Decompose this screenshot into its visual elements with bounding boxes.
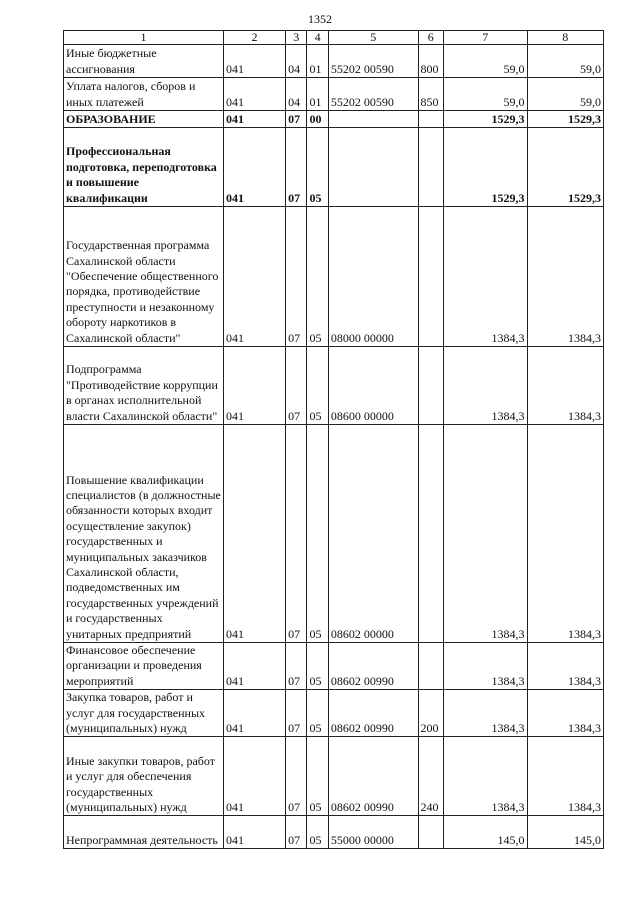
- row-section-cell: 04: [286, 45, 307, 78]
- row-admin-code-cell: 041: [223, 347, 285, 425]
- row-amount-1-cell: 59,0: [444, 78, 528, 111]
- table-row: [64, 690, 604, 737]
- row-section-cell: 07: [286, 347, 307, 425]
- column-header-2: 2: [223, 31, 285, 45]
- row-expense-type-cell: [418, 207, 443, 347]
- row-amount-1-cell: 1529,3: [444, 128, 528, 207]
- column-header-4: 4: [307, 31, 328, 45]
- row-section-cell: 04: [286, 78, 307, 111]
- row-expense-type-cell: 240: [418, 737, 443, 816]
- row-amount-2-cell: 59,0: [527, 45, 603, 78]
- table-row: [64, 737, 604, 816]
- column-header-row: [64, 31, 604, 45]
- row-admin-code-cell: 041: [223, 816, 285, 849]
- row-amount-2-cell: 1384,3: [527, 690, 603, 737]
- row-target-article-cell: [328, 128, 418, 207]
- row-amount-2-cell: 1384,3: [527, 347, 603, 425]
- row-amount-1-cell: 1384,3: [444, 347, 528, 425]
- budget-table-body: [64, 31, 604, 849]
- row-amount-2-cell: 145,0: [527, 816, 603, 849]
- column-header-8: 8: [527, 31, 603, 45]
- row-name-cell: Уплата налогов, сборов и иных платежей: [64, 78, 224, 111]
- row-section-cell: 07: [286, 111, 307, 128]
- row-target-article-cell: 55000 00000: [328, 816, 418, 849]
- row-section-cell: 07: [286, 690, 307, 737]
- table-row: [64, 347, 604, 425]
- column-header-5: 5: [328, 31, 418, 45]
- row-section-cell: 07: [286, 425, 307, 643]
- row-amount-1-cell: 1529,3: [444, 111, 528, 128]
- row-admin-code-cell: 041: [223, 128, 285, 207]
- row-section-cell: 07: [286, 128, 307, 207]
- row-subsection-cell: 05: [307, 425, 328, 643]
- row-expense-type-cell: [418, 816, 443, 849]
- row-subsection-cell: 00: [307, 111, 328, 128]
- row-admin-code-cell: 041: [223, 45, 285, 78]
- row-section-cell: 07: [286, 207, 307, 347]
- row-name-cell: Подпрограмма "Противодействие коррупции в органах исполнительной власти Сахалинской области": [64, 347, 224, 425]
- row-expense-type-cell: 200: [418, 690, 443, 737]
- row-amount-1-cell: 59,0: [444, 45, 528, 78]
- row-amount-2-cell: 1529,3: [527, 111, 603, 128]
- row-amount-1-cell: 145,0: [444, 816, 528, 849]
- row-amount-2-cell: 1384,3: [527, 737, 603, 816]
- row-name-cell: Профессиональная подготовка, переподготовка и повышение квалификации: [64, 128, 224, 207]
- row-amount-2-cell: 1384,3: [527, 643, 603, 690]
- table-row: [64, 78, 604, 111]
- row-target-article-cell: 08602 00990: [328, 690, 418, 737]
- row-expense-type-cell: 850: [418, 78, 443, 111]
- row-name-cell: Финансовое обеспечение организации и проведения мероприятий: [64, 643, 224, 690]
- row-expense-type-cell: [418, 643, 443, 690]
- table-row: [64, 111, 604, 128]
- row-subsection-cell: 01: [307, 45, 328, 78]
- row-admin-code-cell: 041: [223, 737, 285, 816]
- row-name-cell: Иные закупки товаров, работ и услуг для обеспечения государственных (муниципальных) нужд: [64, 737, 224, 816]
- table-row: [64, 207, 604, 347]
- row-subsection-cell: 05: [307, 128, 328, 207]
- table-row: [64, 816, 604, 849]
- row-subsection-cell: 05: [307, 816, 328, 849]
- column-header-7: 7: [444, 31, 528, 45]
- row-amount-2-cell: 1529,3: [527, 128, 603, 207]
- row-target-article-cell: 55202 00590: [328, 78, 418, 111]
- row-amount-1-cell: 1384,3: [444, 737, 528, 816]
- row-admin-code-cell: 041: [223, 78, 285, 111]
- row-amount-1-cell: 1384,3: [444, 690, 528, 737]
- row-admin-code-cell: 041: [223, 111, 285, 128]
- row-amount-2-cell: 1384,3: [527, 425, 603, 643]
- row-name-cell: Повышение квалификации специалистов (в должностные обязанности которых входит осуществление закупок) государственных и муниципальных заказчиков Сахалинской области, подведомственных им государственных учреждений и государственных унитарных предприятий: [64, 425, 224, 643]
- row-target-article-cell: 08602 00990: [328, 643, 418, 690]
- row-admin-code-cell: 041: [223, 643, 285, 690]
- table-row: [64, 45, 604, 78]
- row-amount-1-cell: 1384,3: [444, 643, 528, 690]
- row-subsection-cell: 05: [307, 737, 328, 816]
- row-amount-1-cell: 1384,3: [444, 425, 528, 643]
- row-target-article-cell: 08600 00000: [328, 347, 418, 425]
- row-target-article-cell: 08602 00990: [328, 737, 418, 816]
- row-admin-code-cell: 041: [223, 207, 285, 347]
- row-target-article-cell: 08000 00000: [328, 207, 418, 347]
- row-expense-type-cell: [418, 111, 443, 128]
- row-target-article-cell: [328, 111, 418, 128]
- row-section-cell: 07: [286, 737, 307, 816]
- row-expense-type-cell: 800: [418, 45, 443, 78]
- row-section-cell: 07: [286, 643, 307, 690]
- column-header-1: 1: [64, 31, 224, 45]
- row-name-cell: Иные бюджетные ассигнования: [64, 45, 224, 78]
- row-admin-code-cell: 041: [223, 690, 285, 737]
- row-expense-type-cell: [418, 425, 443, 643]
- row-name-cell: ОБРАЗОВАНИЕ: [64, 111, 224, 128]
- row-amount-1-cell: 1384,3: [444, 207, 528, 347]
- row-target-article-cell: 55202 00590: [328, 45, 418, 78]
- row-name-cell: Закупка товаров, работ и услуг для государственных (муниципальных) нужд: [64, 690, 224, 737]
- row-amount-2-cell: 1384,3: [527, 207, 603, 347]
- page-number: 1352: [308, 12, 332, 26]
- row-amount-2-cell: 59,0: [527, 78, 603, 111]
- row-section-cell: 07: [286, 816, 307, 849]
- row-name-cell: Государственная программа Сахалинской области "Обеспечение общественного порядка, противодействие преступности и незаконному обороту наркотиков в Сахалинской области": [64, 207, 224, 347]
- row-expense-type-cell: [418, 347, 443, 425]
- table-row: [64, 425, 604, 643]
- row-name-cell: Непрограммная деятельность: [64, 816, 224, 849]
- budget-table: [63, 30, 604, 849]
- row-subsection-cell: 05: [307, 347, 328, 425]
- table-row: [64, 128, 604, 207]
- row-subsection-cell: 05: [307, 690, 328, 737]
- row-subsection-cell: 05: [307, 207, 328, 347]
- column-header-6: 6: [418, 31, 443, 45]
- row-subsection-cell: 01: [307, 78, 328, 111]
- table-row: [64, 643, 604, 690]
- row-expense-type-cell: [418, 128, 443, 207]
- row-target-article-cell: 08602 00000: [328, 425, 418, 643]
- column-header-3: 3: [286, 31, 307, 45]
- row-admin-code-cell: 041: [223, 425, 285, 643]
- row-subsection-cell: 05: [307, 643, 328, 690]
